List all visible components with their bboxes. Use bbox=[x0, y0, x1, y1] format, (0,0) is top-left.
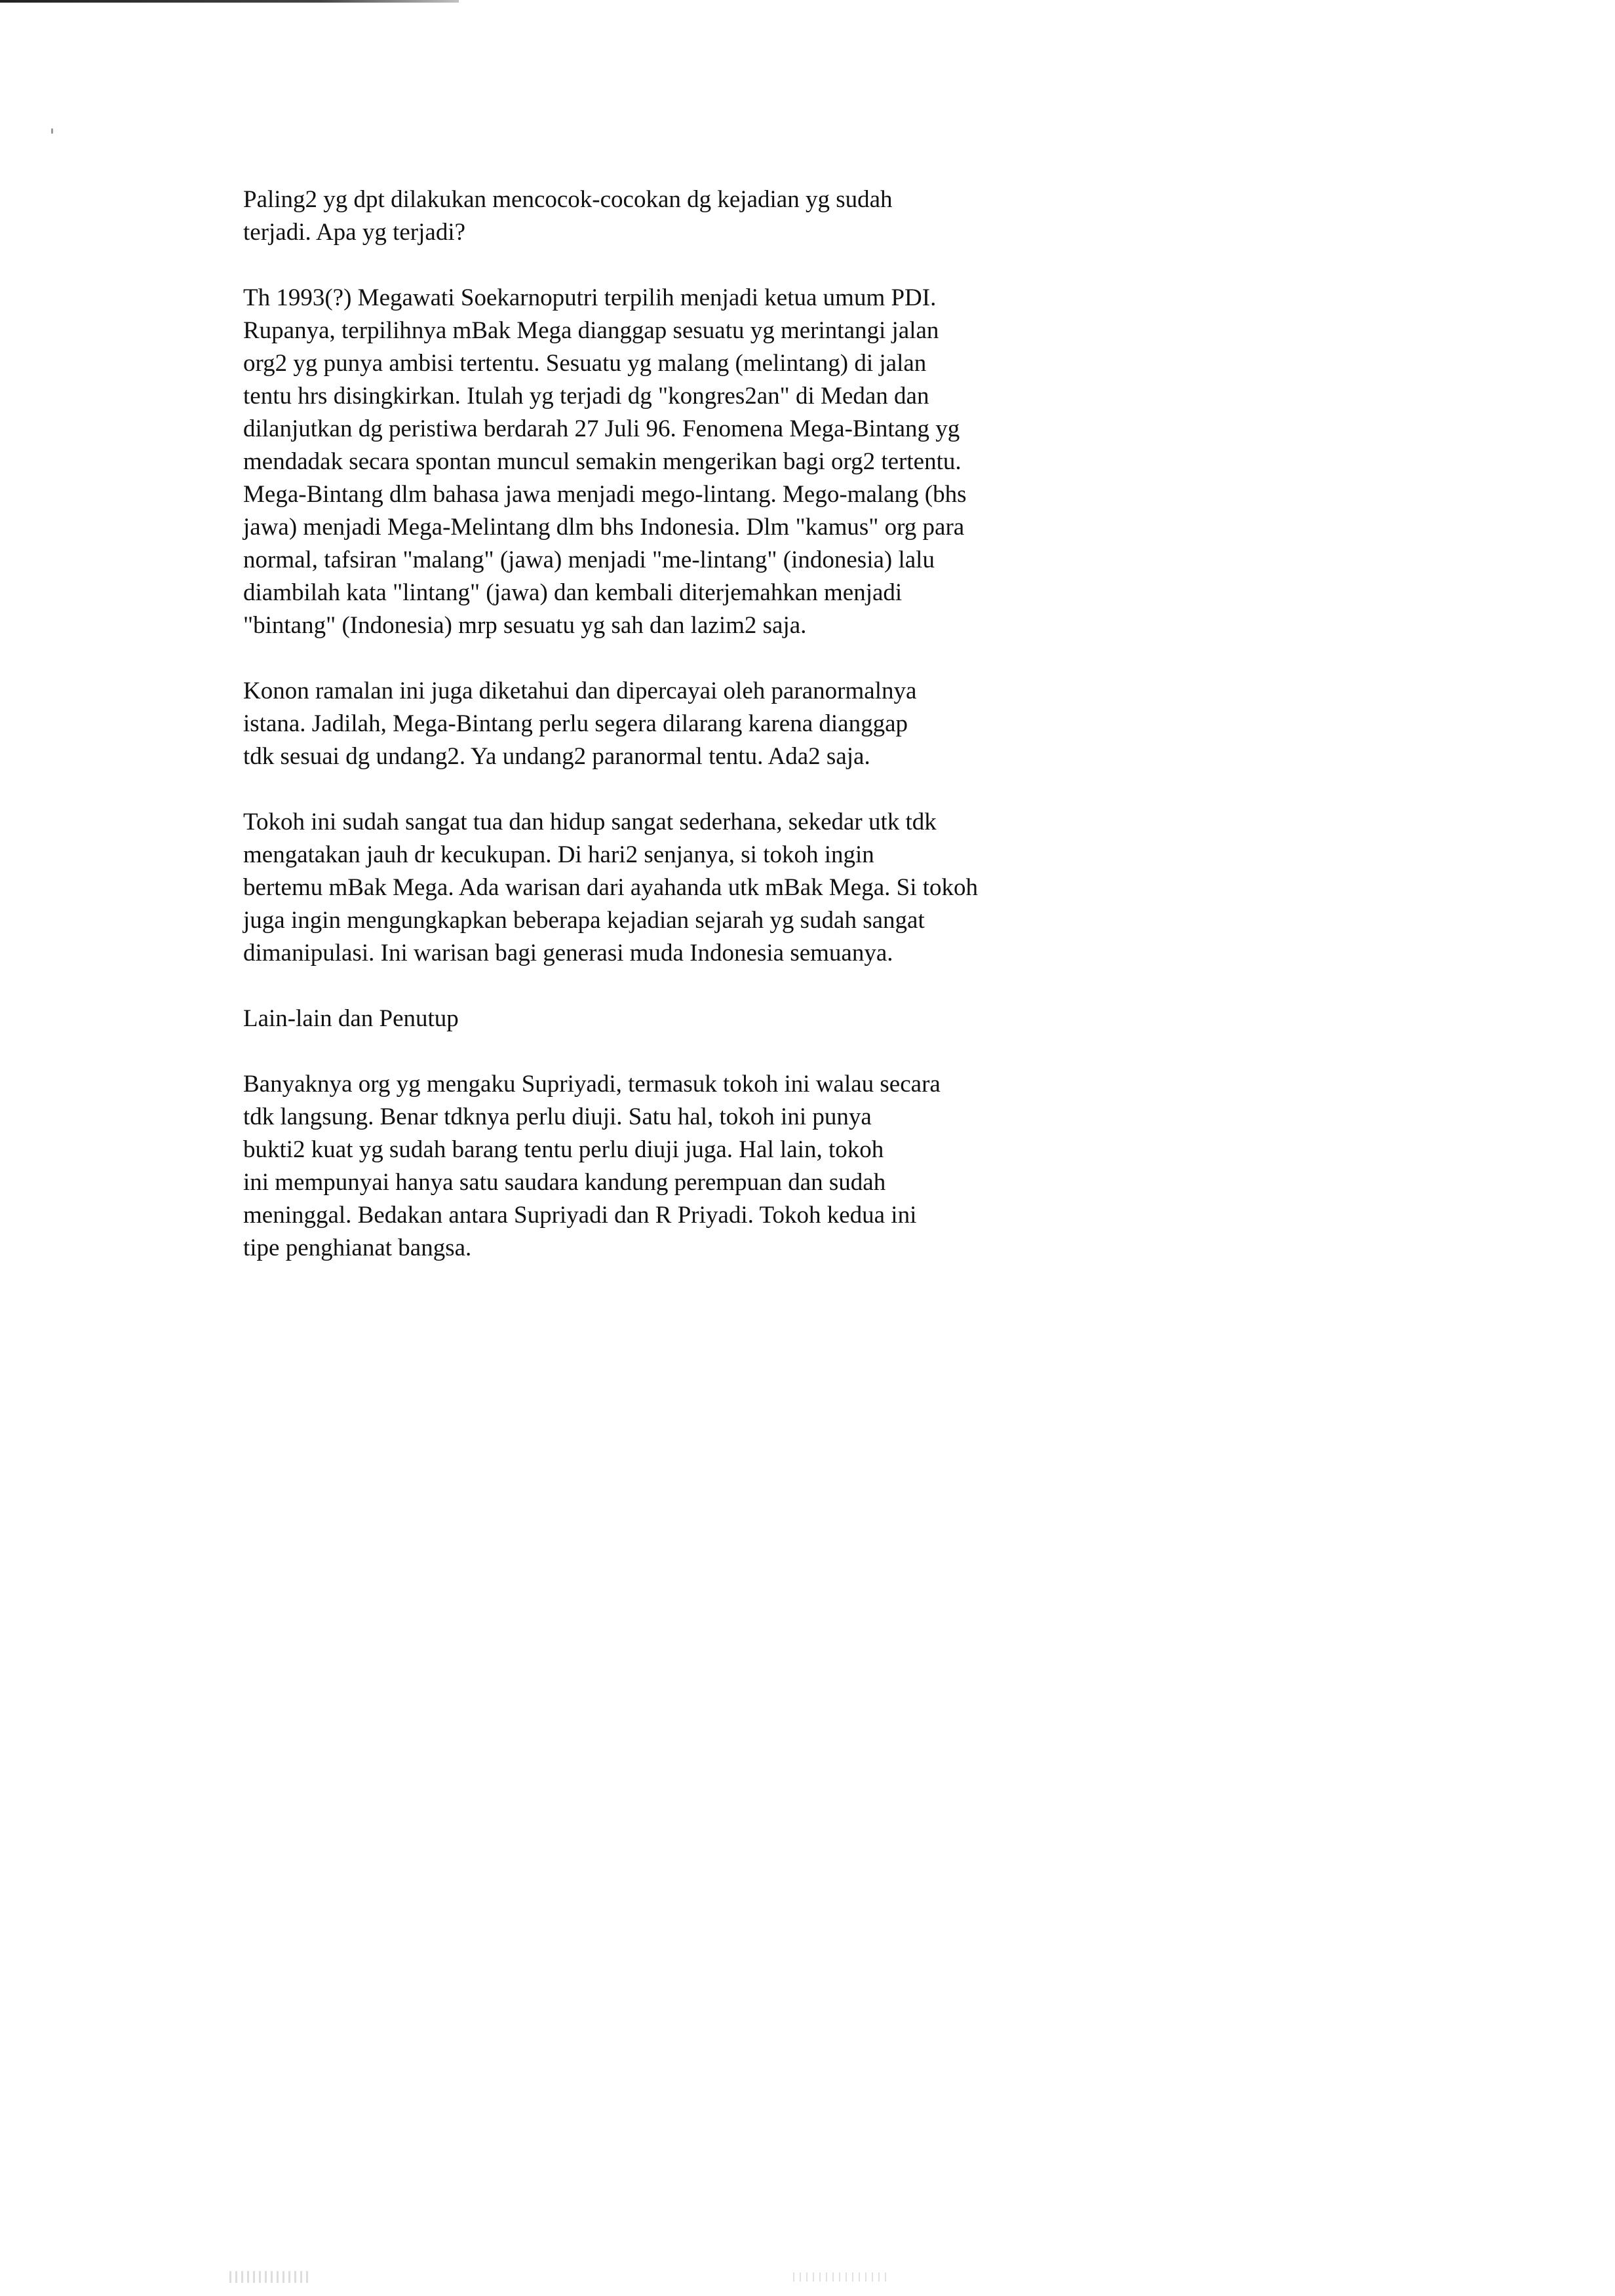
text-line: dimanipulasi. Ini warisan bagi generasi muda Indonesia semuanya. bbox=[243, 940, 893, 966]
paragraph-2 bbox=[243, 282, 1489, 642]
paragraph-1 bbox=[243, 183, 1489, 249]
text-line: tentu hrs disingkirkan. Itulah yg terjadi dg "kongres2an" di Medan dan bbox=[243, 383, 929, 410]
text-line: Paling2 yg dpt dilakukan mencocok-cocokan dg kejadian yg sudah bbox=[243, 186, 893, 213]
text-line: dilanjutkan dg peristiwa berdarah 27 Juli 96. Fenomena Mega-Bintang yg bbox=[243, 415, 960, 442]
section-heading-text: Lain-lain dan Penutup bbox=[243, 1005, 459, 1032]
document-body bbox=[243, 183, 1489, 1297]
text-line: "bintang" (Indonesia) mrp sesuatu yg sah dan lazim2 saja. bbox=[243, 612, 807, 639]
text-line: mengatakan jauh dr kecukupan. Di hari2 senjanya, si tokoh ingin bbox=[243, 841, 874, 868]
text-line: tdk sesuai dg undang2. Ya undang2 paranormal tentu. Ada2 saja. bbox=[243, 743, 870, 770]
paragraph-3 bbox=[243, 675, 1489, 773]
text-line: diambilah kata "lintang" (jawa) dan kembali diterjemahkan menjadi bbox=[243, 579, 903, 606]
text-line: Banyaknya org yg mengaku Supriyadi, termasuk tokoh ini walau secara bbox=[243, 1071, 941, 1098]
text-line: terjadi. Apa yg terjadi? bbox=[243, 219, 466, 246]
text-line: bertemu mBak Mega. Ada warisan dari ayahanda utk mBak Mega. Si tokoh bbox=[243, 874, 979, 901]
text-line: bukti2 kuat yg sudah barang tentu perlu diuji juga. Hal lain, tokoh bbox=[243, 1136, 884, 1163]
paragraph-4 bbox=[243, 806, 1489, 970]
scan-top-edge bbox=[0, 0, 459, 3]
text-line: Konon ramalan ini juga diketahui dan dipercayai oleh paranormalnya bbox=[243, 678, 917, 704]
text-line: juga ingin mengungkapkan beberapa kejadian sejarah yg sudah sangat bbox=[243, 907, 925, 934]
section-heading bbox=[243, 1003, 1489, 1035]
text-line: Rupanya, terpilihnya mBak Mega dianggap sesuatu yg merintangi jalan bbox=[243, 317, 939, 344]
closing-paragraph bbox=[243, 1068, 1489, 1265]
text-line: tipe penghianat bangsa. bbox=[243, 1234, 472, 1261]
text-line: Mega-Bintang dlm bahasa jawa menjadi mego-lintang. Mego-malang (bhs bbox=[243, 481, 967, 508]
text-line: normal, tafsiran "malang" (jawa) menjadi "me-lintang" (indonesia) lalu bbox=[243, 546, 935, 573]
text-line: meninggal. Bedakan antara Supriyadi dan R Priyadi. Tokoh kedua ini bbox=[243, 1202, 917, 1229]
text-line: jawa) menjadi Mega-Melintang dlm bhs Indonesia. Dlm "kamus" org para bbox=[243, 514, 965, 541]
text-line: tdk langsung. Benar tdknya perlu diuji. Satu hal, tokoh ini punya bbox=[243, 1103, 872, 1130]
text-line: mendadak secara spontan muncul semakin mengerikan bagi org2 tertentu. bbox=[243, 448, 962, 475]
text-line: org2 yg punya ambisi tertentu. Sesuatu yg malang (melintang) di jalan bbox=[243, 350, 927, 377]
text-line: istana. Jadilah, Mega-Bintang perlu segera dilarang karena dianggap bbox=[243, 710, 908, 737]
scan-noise-bottom-left bbox=[229, 2271, 308, 2283]
text-line: Tokoh ini sudah sangat tua dan hidup sangat sederhana, sekedar utk tdk bbox=[243, 809, 937, 835]
text-line: Th 1993(?) Megawati Soekarnoputri terpilih menjadi ketua umum PDI. bbox=[243, 284, 937, 311]
scan-noise-bottom-center bbox=[793, 2272, 891, 2282]
text-line: ini mempunyai hanya satu saudara kandung perempuan dan sudah bbox=[243, 1169, 886, 1196]
scan-speck bbox=[51, 128, 53, 134]
